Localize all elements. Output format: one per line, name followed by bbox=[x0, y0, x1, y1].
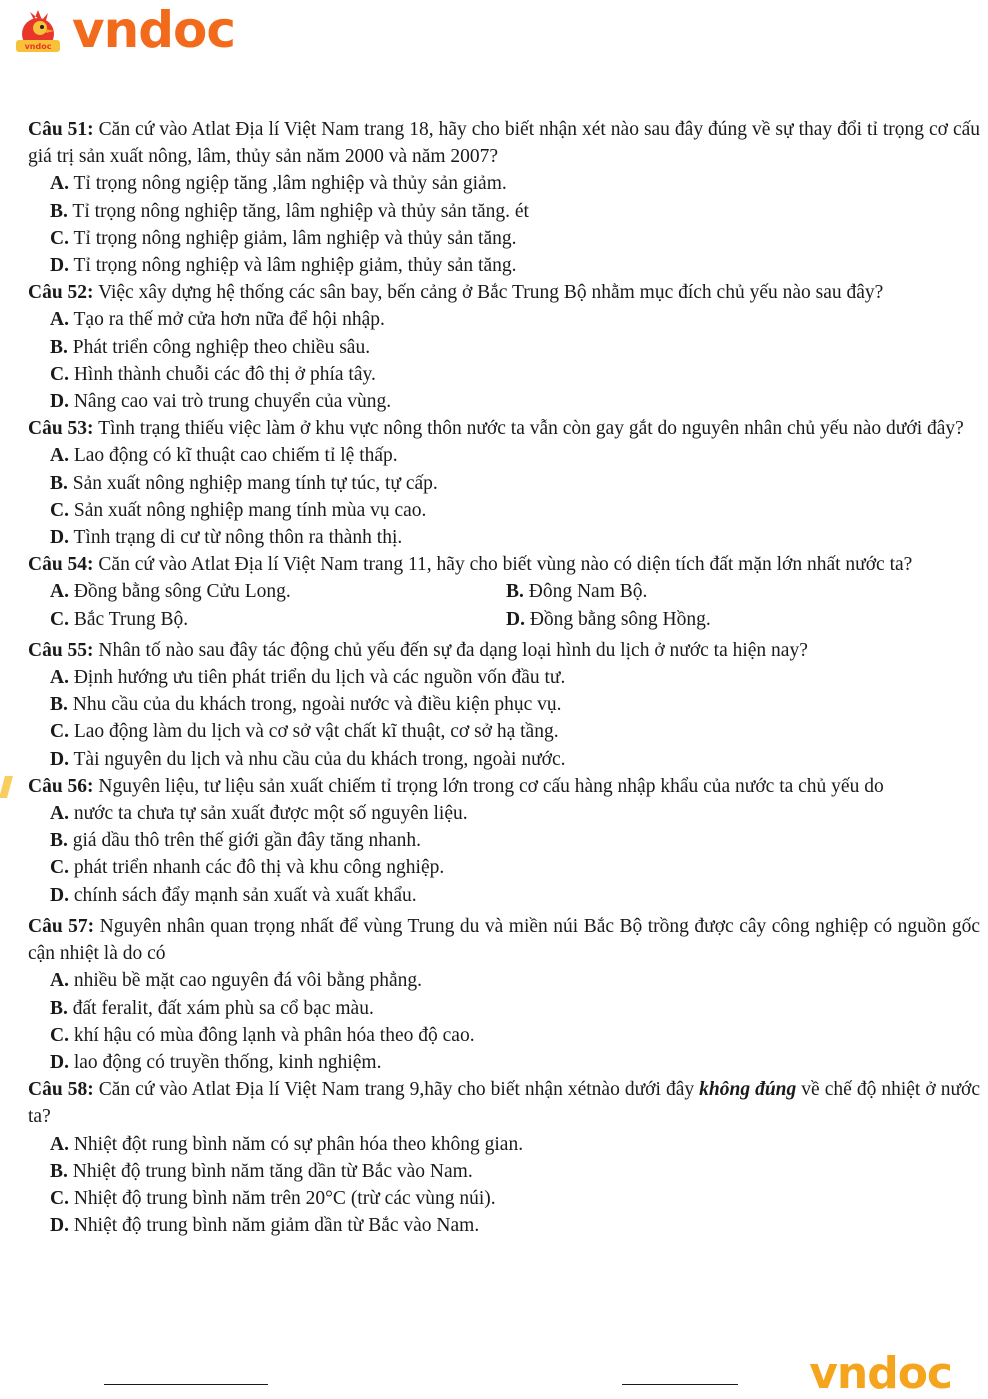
option-54-c: C. Bắc Trung Bộ. bbox=[50, 608, 189, 630]
option-51-d: D. Tỉ trọng nông nghiệp và lâm nghiệp giảm, thủy sản tăng. bbox=[50, 255, 517, 277]
question-52 bbox=[28, 279, 980, 306]
option-58-c: C. Nhiệt độ trung bình năm trên 20°C (trừ các vùng núi). bbox=[50, 1187, 496, 1209]
option-55-d: D. Tài nguyên du lịch và nhu cầu của du khách trong, ngoài nước. bbox=[50, 748, 566, 770]
question-label: Câu 56: bbox=[28, 775, 94, 797]
footer-line-left bbox=[104, 1384, 268, 1385]
options-54-row-1 bbox=[50, 578, 980, 605]
option-51-b: B. Tỉ trọng nông nghiệp tăng, lâm nghiệp và thủy sản tăng. ét bbox=[50, 200, 529, 222]
question-label: Câu 54: bbox=[28, 554, 94, 576]
option-57-a: A. nhiều bề mặt cao nguyên đá vôi bằng phẳng. bbox=[50, 970, 423, 992]
page-edge-mark bbox=[0, 776, 13, 798]
question-label: Câu 52: bbox=[28, 282, 94, 304]
question-51 bbox=[28, 116, 980, 170]
option-53-c: C. Sản xuất nông nghiệp mang tính mùa vụ cao. bbox=[50, 499, 427, 521]
option-58-a: A. Nhiệt đột rung bình năm có sự phân hóa theo không gian. bbox=[50, 1133, 524, 1155]
option-56-c: C. phát triển nhanh các đô thị và khu công nghiệp. bbox=[50, 857, 445, 879]
question-58 bbox=[28, 1076, 980, 1130]
option-53-a: A. Lao động có kĩ thuật cao chiếm tỉ lệ thấp. bbox=[50, 445, 398, 467]
question-label: Câu 58: bbox=[28, 1079, 94, 1101]
option-56-a: A. nước ta chưa tự sản xuất được một số nguyên liệu. bbox=[50, 803, 468, 825]
question-label: Câu 55: bbox=[28, 639, 94, 661]
option-56-b: B. giá dầu thô trên thế giới gần đây tăng nhanh. bbox=[50, 830, 421, 852]
option-51-c: C. Tỉ trọng nông nghiệp giảm, lâm nghiệp và thủy sản tăng. bbox=[50, 227, 517, 249]
question-55 bbox=[28, 637, 980, 664]
option-52-c: C. Hình thành chuỗi các đô thị ở phía tây. bbox=[50, 363, 376, 385]
option-55-b: B. Nhu cầu của du khách trong, ngoài nước và điều kiện phục vụ. bbox=[50, 694, 562, 716]
vndoc-logo[interactable] bbox=[10, 1, 235, 59]
question-text: Việc xây dựng hệ thống các sân bay, bến cảng ở Bắc Trung Bộ nhằm mục đích chủ yếu nào sau đây? bbox=[98, 282, 884, 304]
rooster-mascot-icon bbox=[10, 4, 68, 56]
question-text: Tình trạng thiếu việc làm ở khu vực nông thôn nước ta vẫn còn gay gắt do nguyên nhân chủ yếu nào dưới đây? bbox=[98, 418, 964, 440]
option-52-d: D. Nâng cao vai trò trung chuyển của vùng. bbox=[50, 391, 392, 413]
exam-content bbox=[28, 116, 980, 1239]
question-53 bbox=[28, 415, 980, 442]
question-text-before: Căn cứ vào Atlat Địa lí Việt Nam trang 9,hãy cho biết nhận xétnào dưới đây bbox=[98, 1079, 700, 1101]
option-51-a: A. Tỉ trọng nông ngiệp tăng ,lâm nghiệp và thủy sản giảm. bbox=[50, 173, 507, 195]
question-label: Câu 51: bbox=[28, 119, 94, 140]
mascot-badge-text: vndoc bbox=[24, 42, 52, 51]
option-53-b: B. Sản xuất nông nghiệp mang tính tự túc, tự cấp. bbox=[50, 472, 438, 494]
question-text: Căn cứ vào Atlat Địa lí Việt Nam trang 11, hãy cho biết vùng nào có diện tích đất mặn lớn nhất nước ta? bbox=[98, 554, 913, 576]
option-57-b: B. đất feralit, đất xám phù sa cổ bạc màu. bbox=[50, 997, 374, 1019]
options-54-row-2 bbox=[50, 606, 980, 633]
question-emphasis: không đúng bbox=[699, 1079, 797, 1101]
question-label: Câu 57: bbox=[28, 915, 95, 937]
question-text: Nguyên liệu, tư liệu sản xuất chiếm tỉ trọng lớn trong cơ cấu hàng nhập khẩu của nước ta chủ yếu do bbox=[98, 775, 884, 797]
logo-text: vndoc bbox=[72, 1, 235, 59]
option-53-d: D. Tình trạng di cư từ nông thôn ra thành thị. bbox=[50, 527, 403, 549]
question-54 bbox=[28, 551, 980, 578]
footer-line-right bbox=[622, 1384, 738, 1385]
option-58-b: B. Nhiệt độ trung bình năm tăng dần từ Bắc vào Nam. bbox=[50, 1160, 473, 1182]
question-56 bbox=[28, 773, 980, 800]
question-label: Câu 53: bbox=[28, 418, 94, 440]
option-54-a: A. Đồng bằng sông Cửu Long. bbox=[50, 581, 291, 603]
footer-logo[interactable]: vndoc bbox=[809, 1348, 952, 1399]
question-text-after: về chế độ nhiệt ở nước ta? bbox=[28, 1079, 980, 1128]
question-text: Nguyên nhân quan trọng nhất để vùng Trung du và miền núi Bắc Bộ trồng được cây công nghiệp có nguồn gốc cận nhiệt là do có bbox=[28, 915, 980, 965]
option-52-b: B. Phát triển công nghiệp theo chiều sâu. bbox=[50, 336, 371, 358]
option-52-a: A. Tạo ra thế mở cửa hơn nữa để hội nhập. bbox=[50, 309, 385, 331]
option-57-d: D. lao động có truyền thống, kinh nghiệm. bbox=[50, 1051, 382, 1073]
option-55-a: A. Định hướng ưu tiên phát triển du lịch và các nguồn vốn đầu tư. bbox=[50, 667, 566, 689]
option-54-b: B. Đông Nam Bộ. bbox=[506, 581, 648, 603]
option-55-c: C. Lao động làm du lịch và cơ sở vật chất kĩ thuật, cơ sở hạ tầng. bbox=[50, 721, 559, 743]
option-54-d: D. Đồng bằng sông Hồng. bbox=[506, 608, 711, 630]
option-58-d: D. Nhiệt độ trung bình năm giảm dần từ Bắc vào Nam. bbox=[50, 1215, 480, 1237]
option-57-c: C. khí hậu có mùa đông lạnh và phân hóa theo độ cao. bbox=[50, 1024, 475, 1046]
option-56-d: D. chính sách đẩy mạnh sản xuất và xuất khẩu. bbox=[50, 884, 417, 906]
question-57 bbox=[28, 913, 980, 967]
question-text: Nhân tố nào sau đây tác động chủ yếu đến sự đa dạng loại hình du lịch ở nước ta hiện nay? bbox=[98, 639, 808, 661]
question-text: Căn cứ vào Atlat Địa lí Việt Nam trang 18, hãy cho biết nhận xét nào sau đây đúng về sự thay đổi tỉ trọng cơ cấu giá trị sản xuất nông, lâm, thủy sản năm 2000 và năm 2007? bbox=[28, 119, 981, 168]
